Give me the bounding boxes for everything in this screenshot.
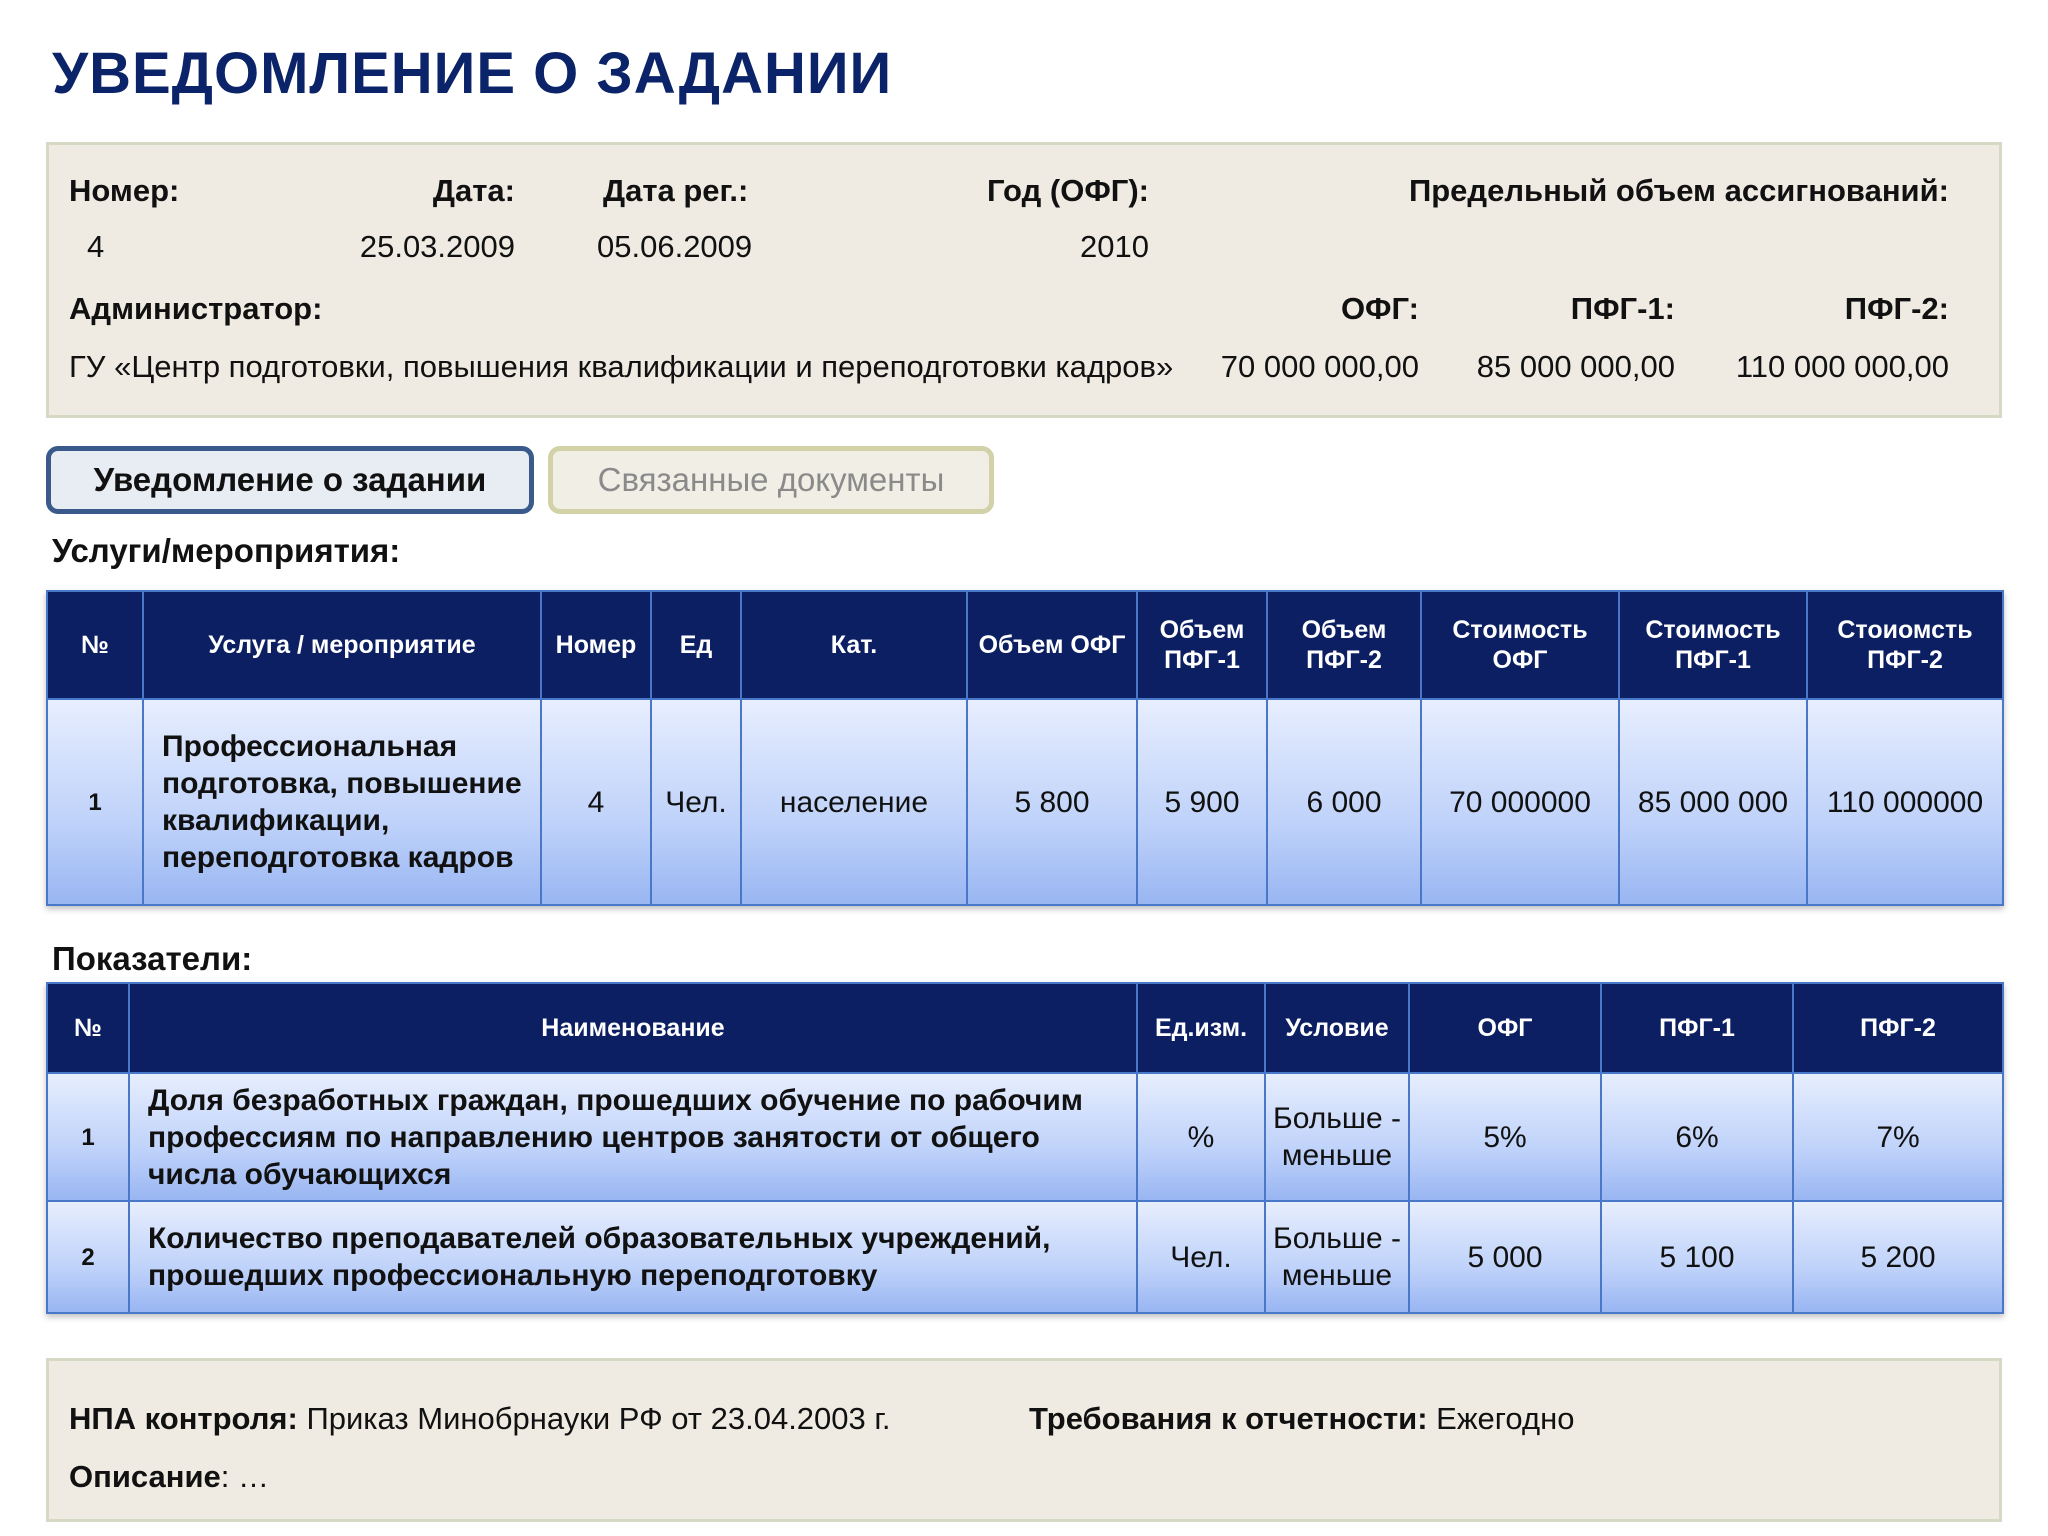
cost-ofg: 70 000000	[1421, 699, 1619, 905]
indicator-unit: Чел.	[1137, 1201, 1265, 1313]
tab-related-documents[interactable]: Связанные документы	[548, 446, 994, 514]
ofg-value: 70 000 000,00	[1220, 349, 1419, 384]
indicator-condition: Больше - меньше	[1265, 1201, 1409, 1313]
table-row[interactable]	[47, 699, 2003, 905]
column-header: №	[47, 591, 143, 699]
service-name: Профессиональная подготовка, повышение квалификации, переподготовка кадров	[143, 699, 541, 905]
year-value: 2010	[1080, 229, 1149, 264]
column-header: Стоимость ОФГ	[1421, 591, 1619, 699]
column-header: Объем ПФГ-1	[1137, 591, 1267, 699]
column-header: Объем ПФГ-2	[1267, 591, 1421, 699]
date-label: Дата:	[432, 173, 515, 208]
column-header: ОФГ	[1409, 983, 1601, 1073]
volume-pfg1: 5 900	[1137, 699, 1267, 905]
column-header: Наименование	[129, 983, 1137, 1073]
indicator-pfg2: 7%	[1793, 1073, 2003, 1201]
tab-task-notice[interactable]: Уведомление о задании	[46, 446, 534, 514]
row-number: 2	[47, 1201, 129, 1313]
column-header: ПФГ-1	[1601, 983, 1793, 1073]
indicators-header-row	[47, 983, 2003, 1073]
cost-pfg1: 85 000 000	[1619, 699, 1807, 905]
indicators-section-label: Показатели:	[52, 940, 253, 977]
description-label: Описание	[69, 1459, 221, 1494]
limit-label: Предельный объем ассигнований:	[1408, 173, 1949, 208]
row-number: 1	[47, 699, 143, 905]
services-header-row	[47, 591, 2003, 699]
indicator-name: Доля безработных граждан, прошедших обучение по рабочим профессиям по направлению центров занятости от общего числа обучающихся	[129, 1073, 1137, 1201]
reg-date-label: Дата рег.:	[603, 173, 749, 208]
column-header: Стоимость ПФГ-1	[1619, 591, 1807, 699]
ofg-label: ОФГ:	[1340, 291, 1419, 326]
column-header: Стоиомсть ПФГ-2	[1807, 591, 2003, 699]
table-row[interactable]	[47, 1073, 2003, 1201]
row-number: 1	[47, 1073, 129, 1201]
indicator-condition: Больше - меньше	[1265, 1073, 1409, 1201]
pfg2-label: ПФГ-2:	[1844, 291, 1949, 326]
date-value: 25.03.2009	[359, 229, 515, 264]
reg-date-value: 05.06.2009	[597, 229, 753, 264]
indicator-pfg1: 6%	[1601, 1073, 1793, 1201]
services-table	[46, 590, 2004, 906]
pfg2-value: 110 000 000,00	[1735, 349, 1949, 384]
indicator-ofg: 5 000	[1409, 1201, 1601, 1313]
column-header: №	[47, 983, 129, 1073]
task-header-panel	[46, 142, 2002, 418]
description	[69, 1459, 269, 1495]
column-header: Ед	[651, 591, 741, 699]
description-value: : …	[220, 1459, 270, 1494]
npa-control	[69, 1401, 891, 1437]
column-header: Объем ОФГ	[967, 591, 1137, 699]
reporting-requirements	[1029, 1401, 1574, 1437]
npa-label: НПА контроля:	[69, 1401, 298, 1436]
table-row[interactable]	[47, 1201, 2003, 1313]
volume-ofg: 5 800	[967, 699, 1137, 905]
column-header: Ед.изм.	[1137, 983, 1265, 1073]
report-value: Ежегодно	[1427, 1401, 1575, 1436]
year-label: Год (ОФГ):	[987, 173, 1149, 208]
number-label: Номер:	[69, 173, 180, 208]
footer-panel	[46, 1358, 2002, 1522]
pfg1-label: ПФГ-1:	[1570, 291, 1675, 326]
indicator-pfg1: 5 100	[1601, 1201, 1793, 1313]
number-value: 4	[87, 229, 105, 264]
volume-pfg2: 6 000	[1267, 699, 1421, 905]
indicator-name: Количество преподавателей образовательных учреждений, прошедших профессиональную переподготовку	[129, 1201, 1137, 1313]
pfg1-value: 85 000 000,00	[1476, 349, 1675, 384]
report-label: Требования к отчетности:	[1029, 1401, 1428, 1436]
admin-value: ГУ «Центр подготовки, повышения квалификации и переподготовки кадров»	[69, 349, 1174, 384]
indicator-pfg2: 5 200	[1793, 1201, 2003, 1313]
page-title: УВЕДОМЛЕНИЕ О ЗАДАНИИ	[52, 41, 893, 106]
indicator-ofg: 5%	[1409, 1073, 1601, 1201]
column-header: ПФГ-2	[1793, 983, 2003, 1073]
column-header: Номер	[541, 591, 651, 699]
service-unit: Чел.	[651, 699, 741, 905]
services-section-label: Услуги/мероприятия:	[52, 532, 401, 569]
admin-label: Администратор:	[69, 291, 323, 326]
service-number: 4	[541, 699, 651, 905]
column-header: Кат.	[741, 591, 967, 699]
cost-pfg2: 110 000000	[1807, 699, 2003, 905]
npa-value: Приказ Минобрнауки РФ от 23.04.2003 г.	[297, 1401, 891, 1436]
column-header: Услуга / мероприятие	[143, 591, 541, 699]
indicator-unit: %	[1137, 1073, 1265, 1201]
column-header: Условие	[1265, 983, 1409, 1073]
service-category: население	[741, 699, 967, 905]
indicators-table	[46, 982, 2004, 1314]
